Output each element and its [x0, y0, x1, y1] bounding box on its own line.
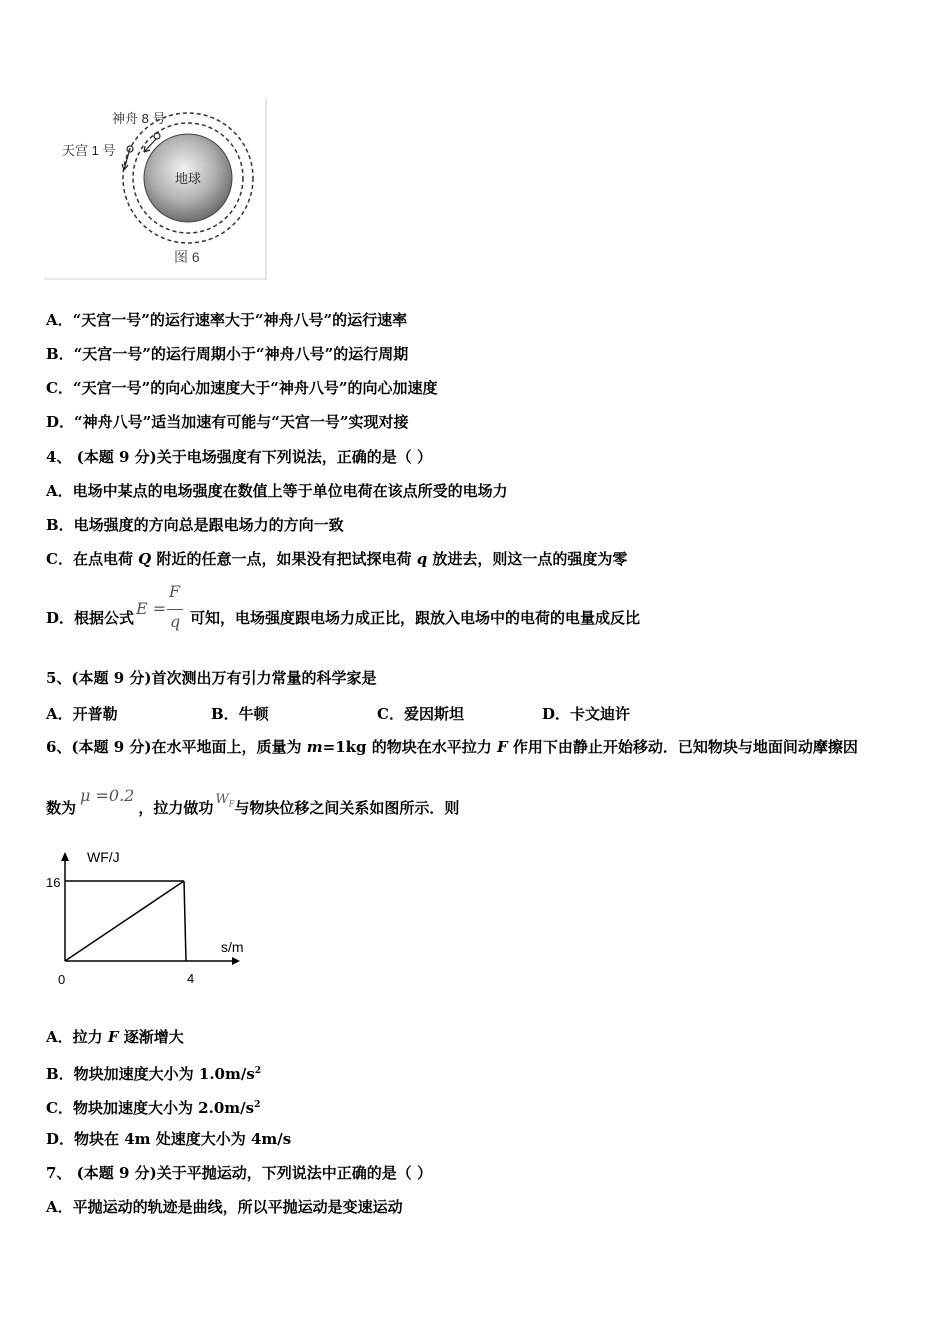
q5-option-b: B．牛顿 [211, 705, 269, 723]
q3-option-a: A．“天宫一号”的运行速率大于“神舟八号”的运行速率 [46, 311, 408, 329]
q6-option-c: C．物块加速度大小为 $2.0m/s^2$ [46, 1099, 261, 1117]
x-axis-label: s/m [221, 939, 244, 955]
work-displacement-chart [44, 845, 264, 995]
figure-caption: 图 6 [174, 249, 200, 265]
q3-option-d: D．“神舟八号”适当加速有可能与“天宫一号”实现对接 [46, 413, 409, 431]
q3-option-c: C．“天宫一号”的向心加速度大于“神舟八号”的向心加速度 [46, 379, 438, 397]
orbit-figure [44, 98, 268, 280]
q6-option-a: A．拉力 F 逐渐增大 [46, 1028, 184, 1046]
q6-option-d: D．物块在 4m 处速度大小为 4m/s [46, 1130, 292, 1148]
shenzhou-satellite [154, 133, 160, 139]
q5-stem: 5、(本题 9 分)首次测出万有引力常量的科学家是 [46, 669, 377, 687]
y-axis-label: WF/J [87, 849, 120, 865]
vertical-guide-line [184, 881, 186, 961]
field-strength-formula: E = F q [134, 609, 190, 629]
q6-stem: 6、(本题 9 分)在水平地面上，质量为 m=1kg 的物块在水平拉力 F 作用下由静止开始移动．已知物块与地面间动摩擦因 [46, 738, 858, 756]
x-axis-arrow [232, 957, 240, 965]
wf-symbol: $W_F$ [215, 792, 235, 809]
q7-stem: 7、 (本题 9 分)关于平抛运动，下列说法中正确的是（ ） [46, 1164, 432, 1182]
q6-option-b: B．物块加速度大小为 $1.0m/s^2$ [46, 1065, 262, 1083]
series-line [65, 881, 184, 961]
q7-option-a: A．平抛运动的轨迹是曲线，所以平抛运动是变速运动 [46, 1198, 403, 1216]
work-chart-svg [44, 845, 264, 995]
x-tick-label: 4 [187, 971, 195, 986]
y-tick-label: 16 [46, 875, 61, 890]
q4-option-d: D．根据公式 E = F q 可知，电场强度跟电场力成正比，跟放入电场中的电荷的电量成反比 [46, 582, 641, 631]
q4-option-b: B．电场强度的方向总是跟电场力的方向一致 [46, 516, 344, 534]
q3-option-b: B．“天宫一号”的运行周期小于“神舟八号”的运行周期 [46, 345, 409, 363]
q4-option-c: C．在点电荷 Q 附近的任意一点，如果没有把试探电荷 q 放进去，则这一点的强度为零 [46, 550, 628, 568]
q4-option-a: A．电场中某点的电场强度在数值上等于单位电荷在该点所受的电场力 [46, 482, 508, 500]
y-axis-arrow [61, 852, 69, 861]
shenzhou-label: 神舟 8 号 [112, 111, 166, 126]
tiangong-label: 天宫 1 号 [62, 143, 116, 158]
x-tick-label: 0 [58, 972, 66, 987]
q4-stem: 4、 (本题 9 分)关于电场强度有下列说法，正确的是（ ） [46, 448, 432, 466]
q5-option-c: C．爱因斯坦 [377, 705, 464, 723]
q6-stem-line2: 数为μ =0.2，拉力做功 $W_F$与物块位移之间关系如图所示．则 [46, 786, 460, 817]
mu-formula: μ =0.2 [80, 786, 135, 805]
orbit-diagram [44, 98, 268, 280]
earth-label: 地球 [175, 171, 202, 186]
q5-option-d: D．卡文迪许 [542, 705, 631, 723]
q5-option-a: A．开普勒 [46, 705, 118, 723]
